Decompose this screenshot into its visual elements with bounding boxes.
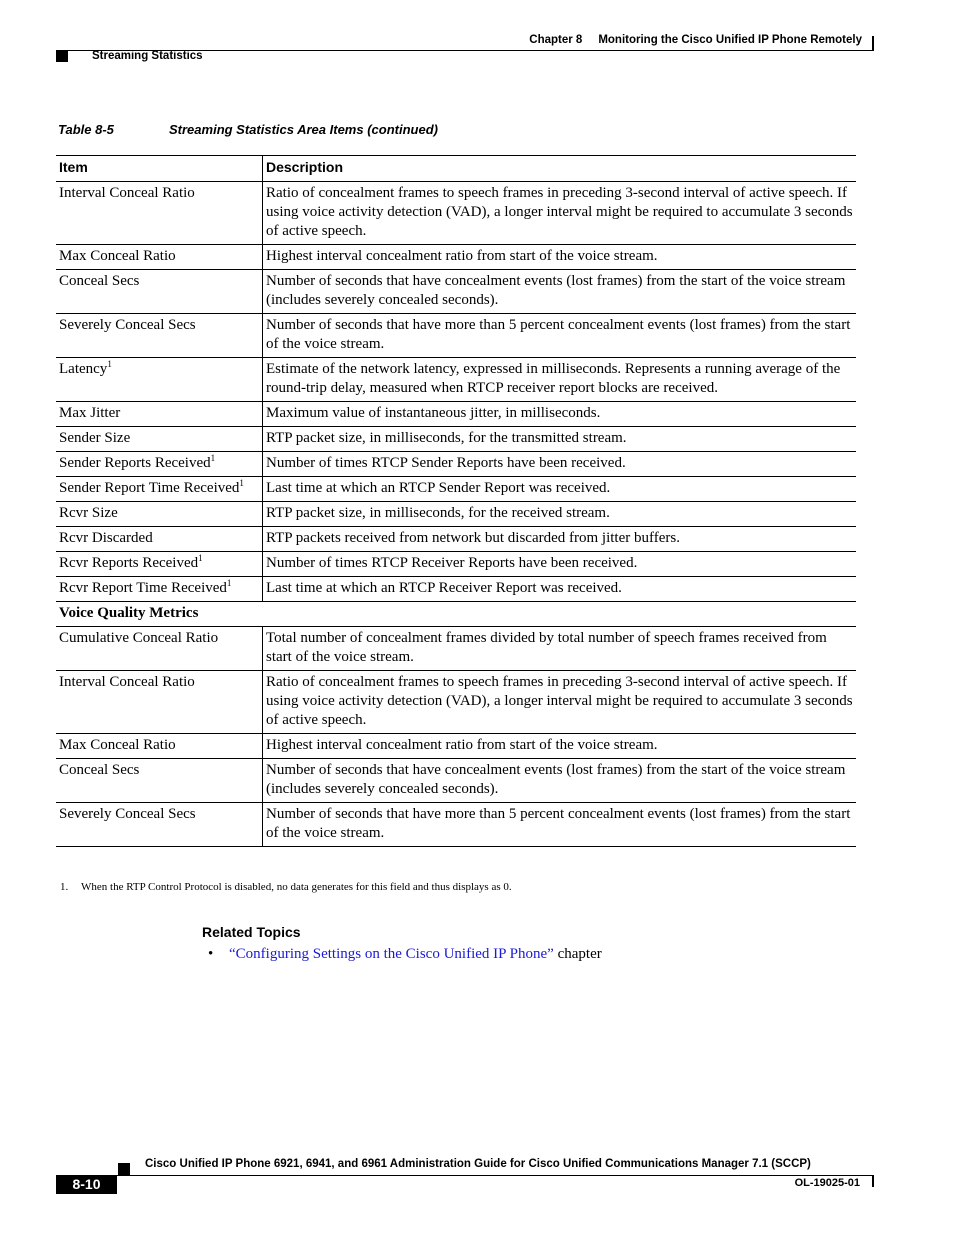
item-name: Sender Size (59, 430, 131, 446)
footnote-reference: 1 (210, 453, 216, 463)
table-header-row (56, 156, 856, 182)
table-row (56, 314, 856, 358)
footnote-reference: 1 (226, 578, 232, 588)
item-cell (56, 402, 263, 427)
table-row (56, 502, 856, 527)
document-number: OL-19025-01 (794, 1177, 860, 1189)
table-row (56, 427, 856, 452)
description-cell: Number of times RTCP Receiver Reports have been received. (263, 552, 857, 577)
description-cell: Number of seconds that have concealment events (lost frames) from the start of the voice stream (includes severely concealed seconds). (263, 270, 857, 314)
table-row (56, 402, 856, 427)
description-cell: Number of times RTCP Sender Reports have been received. (263, 452, 857, 477)
description-cell: RTP packets received from network but discarded from jitter buffers. (263, 527, 857, 552)
item-cell (56, 427, 263, 452)
item-cell (56, 314, 263, 358)
item-cell (56, 552, 263, 577)
item-name: Latency (59, 361, 108, 377)
table-row (56, 452, 856, 477)
running-header-section: Streaming Statistics (92, 50, 203, 62)
footnote-number: 1. (60, 881, 69, 893)
item-cell (56, 182, 263, 245)
table-caption-title: Streaming Statistics Area Items (continued) (169, 122, 438, 137)
table-caption (58, 122, 438, 137)
item-cell (56, 358, 263, 402)
item-cell (56, 452, 263, 477)
chapter-title: Monitoring the Cisco Unified IP Phone Remotely (598, 34, 862, 46)
item-name: Rcvr Discarded (59, 530, 153, 546)
table-row (56, 671, 856, 734)
related-topics-heading: Related Topics (202, 924, 301, 940)
table-row (56, 803, 856, 847)
streaming-statistics-table (56, 155, 856, 847)
running-header-chapter (529, 34, 862, 46)
item-name: Rcvr Reports Received (59, 555, 199, 571)
table-row (56, 358, 856, 402)
header-rule-tick (872, 36, 874, 50)
item-name: Sender Reports Received (59, 455, 211, 471)
table-row (56, 759, 856, 803)
footer-rule (56, 1175, 874, 1176)
item-name: Cumulative Conceal Ratio (59, 630, 219, 646)
footnote (60, 881, 512, 893)
description-cell: Ratio of concealment frames to speech frames in preceding 3-second interval of active speech. If using voice activity detection (VAD), a longer interval might be required to accumulate 3 seconds of active speech. (263, 671, 857, 734)
item-cell (56, 734, 263, 759)
table-row (56, 734, 856, 759)
description-cell: Highest interval concealment ratio from start of the voice stream. (263, 245, 857, 270)
column-header-item: Item (56, 156, 263, 182)
item-cell (56, 270, 263, 314)
table-row (56, 245, 856, 270)
item-cell (56, 759, 263, 803)
header-marker (56, 50, 68, 62)
item-cell (56, 627, 263, 671)
table-row (56, 627, 856, 671)
description-cell: Last time at which an RTCP Sender Report was received. (263, 477, 857, 502)
footnote-reference: 1 (198, 553, 203, 563)
description-cell: Number of seconds that have concealment events (lost frames) from the start of the voice stream (includes severely concealed seconds). (263, 759, 857, 803)
item-name: Sender Report Time Received (59, 480, 240, 496)
description-cell: Number of seconds that have more than 5 percent concealment events (lost frames) from the start of the voice stream. (263, 803, 857, 847)
description-cell: RTP packet size, in milliseconds, for the received stream. (263, 502, 857, 527)
item-name: Conceal Secs (59, 273, 140, 289)
footer-rule-tick (872, 1175, 874, 1187)
item-cell (56, 502, 263, 527)
footer-marker (118, 1163, 130, 1175)
description-cell: Maximum value of instantaneous jitter, in milliseconds. (263, 402, 857, 427)
table-caption-label: Table 8-5 (58, 122, 114, 137)
item-cell (56, 671, 263, 734)
item-cell (56, 245, 263, 270)
table-row (56, 527, 856, 552)
description-cell: RTP packet size, in milliseconds, for the transmitted stream. (263, 427, 857, 452)
table-row (56, 552, 856, 577)
description-cell: Estimate of the network latency, expressed in milliseconds. Represents a running average of the round-trip delay, measured when RTCP receiver report blocks are received. (263, 358, 857, 402)
section-row (56, 602, 856, 627)
table-row (56, 270, 856, 314)
description-cell: Highest interval concealment ratio from start of the voice stream. (263, 734, 857, 759)
item-cell (56, 527, 263, 552)
table-row (56, 182, 856, 245)
item-cell (56, 803, 263, 847)
footnote-reference: 1 (107, 359, 112, 369)
page-number: 8-10 (56, 1175, 117, 1194)
item-name: Conceal Secs (59, 762, 140, 778)
item-name: Max Conceal Ratio (59, 248, 176, 264)
description-cell: Ratio of concealment frames to speech frames in preceding 3-second interval of active speech. If using voice activity detection (VAD), a longer interval might be required to accumulate 3 seconds of active speech. (263, 182, 857, 245)
item-cell (56, 577, 263, 602)
related-topic-link[interactable]: “Configuring Settings on the Cisco Unified IP Phone” (229, 946, 554, 962)
footer-book-title: Cisco Unified IP Phone 6921, 6941, and 6961 Administration Guide for Cisco Unified Communications Manager 7.1 (SCCP) (145, 1158, 811, 1170)
footnote-reference: 1 (239, 478, 244, 488)
bullet-icon: • (208, 946, 214, 962)
item-name: Rcvr Report Time Received (59, 580, 227, 596)
item-name: Severely Conceal Secs (59, 317, 196, 333)
related-topic-suffix: chapter (553, 946, 602, 962)
item-name: Severely Conceal Secs (59, 806, 196, 822)
item-name: Max Conceal Ratio (59, 737, 176, 753)
description-cell: Number of seconds that have more than 5 percent concealment events (lost frames) from the start of the voice stream. (263, 314, 857, 358)
table-row (56, 477, 856, 502)
description-cell: Total number of concealment frames divided by total number of speech frames received from start of the voice stream. (263, 627, 857, 671)
column-header-description: Description (263, 156, 857, 182)
section-label: Voice Quality Metrics (56, 602, 856, 627)
related-topics-item (208, 946, 602, 963)
item-name: Rcvr Size (59, 505, 118, 521)
chapter-number: Chapter 8 (529, 34, 583, 46)
table-row (56, 577, 856, 602)
footnote-text: When the RTP Control Protocol is disabled, no data generates for this field and thus displays as 0. (81, 881, 512, 893)
item-name: Interval Conceal Ratio (59, 185, 195, 201)
item-name: Interval Conceal Ratio (59, 674, 195, 690)
description-cell: Last time at which an RTCP Receiver Report was received. (263, 577, 857, 602)
item-cell (56, 477, 263, 502)
item-name: Max Jitter (59, 405, 121, 421)
